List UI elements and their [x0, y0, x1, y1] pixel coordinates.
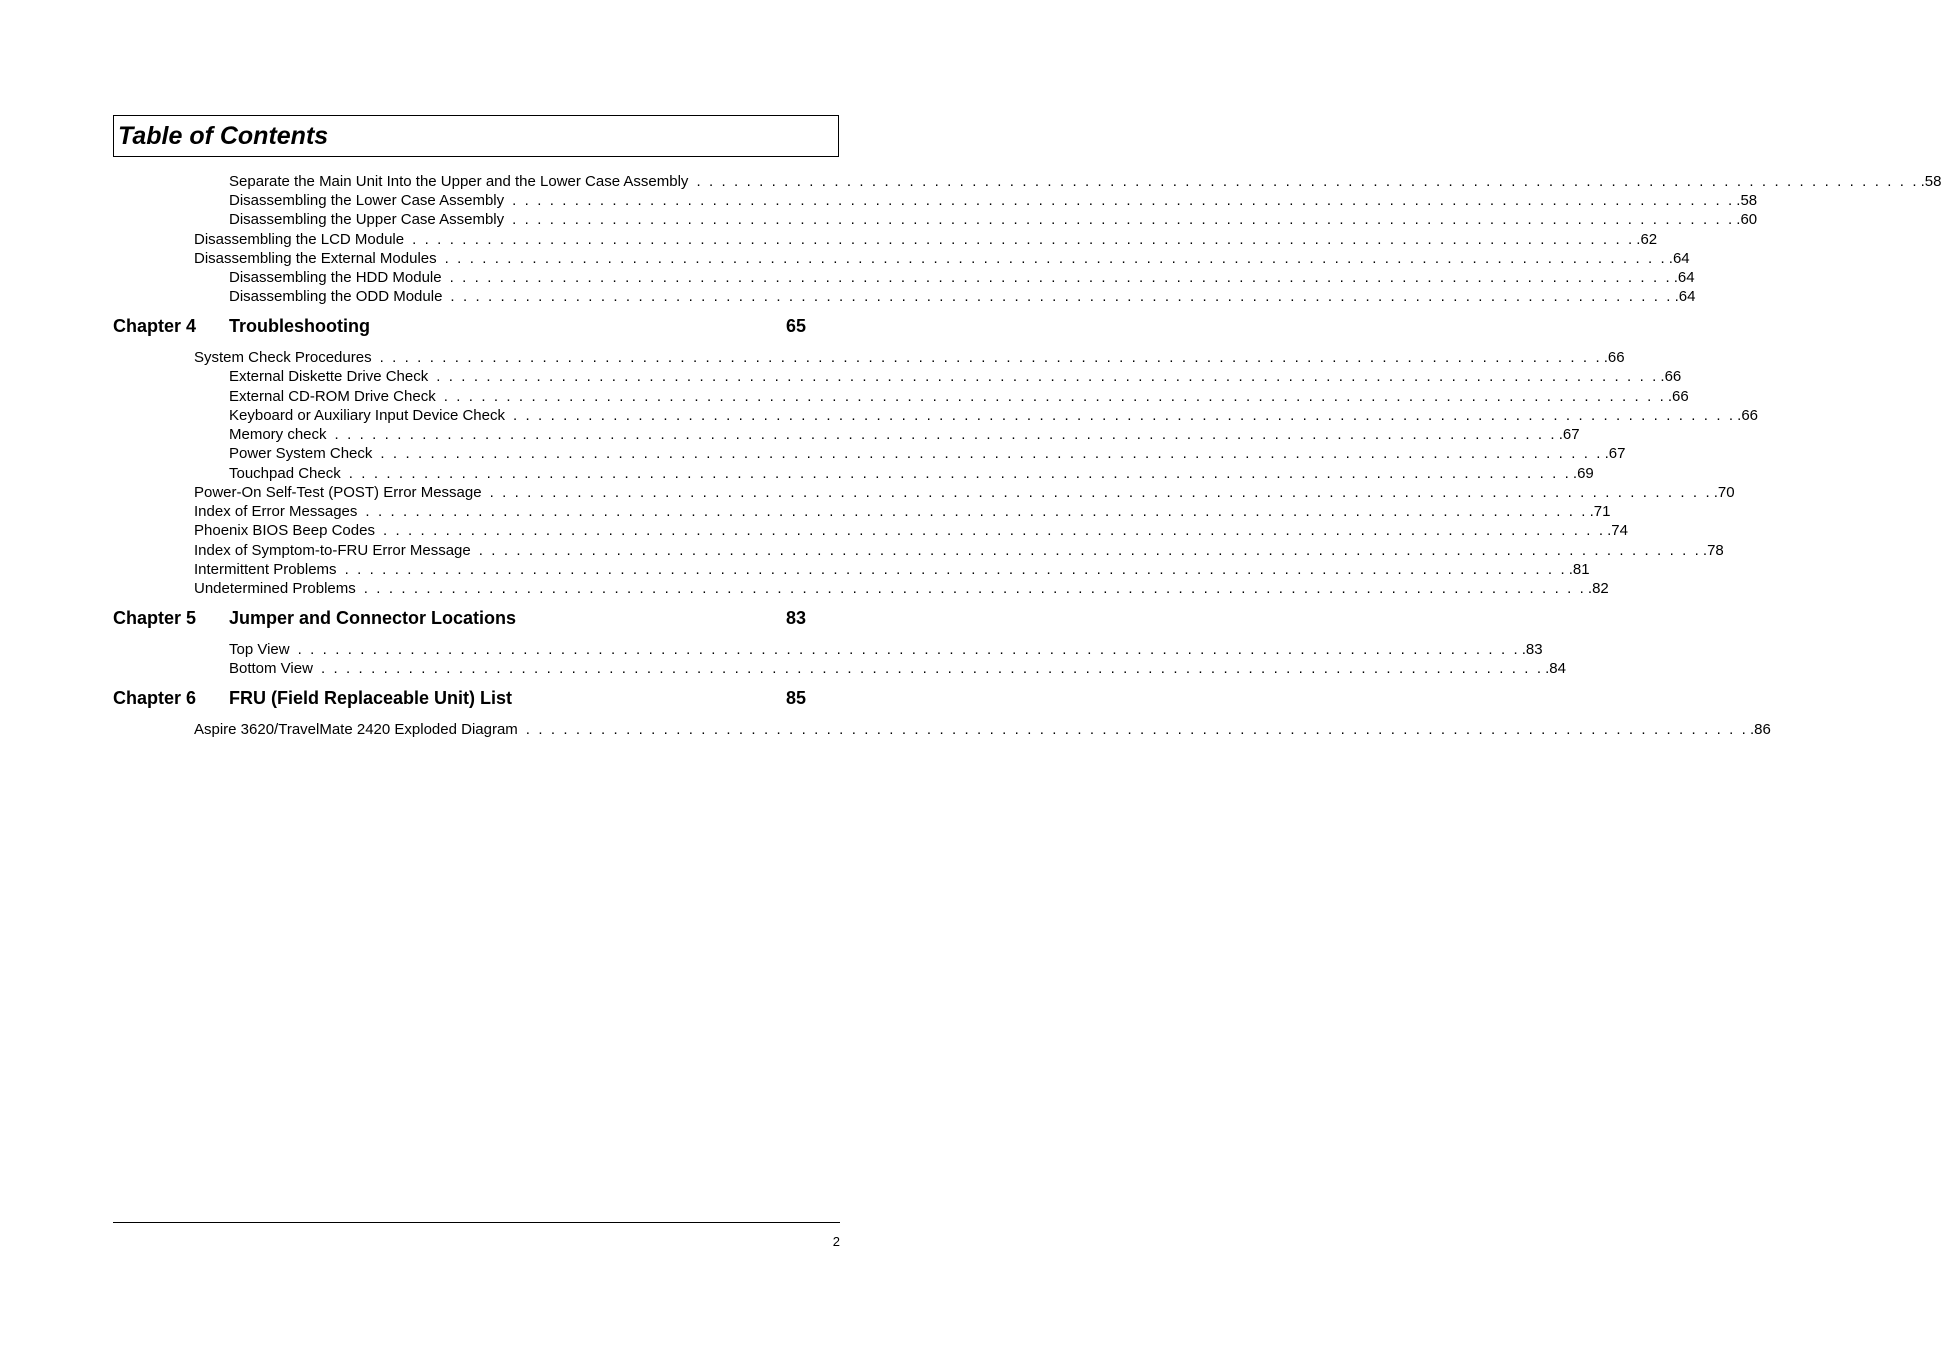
toc-chapter-6[interactable] [113, 687, 806, 709]
toc-entry[interactable] [229, 387, 1689, 406]
toc-entry-page: .64 [1674, 288, 1696, 305]
toc-entry-label: Memory check [229, 426, 327, 443]
toc-entry-label: Separate the Main Unit Into the Upper and the Lower Case Assembly [229, 173, 689, 190]
toc-leader: . . . . . . . . . . . . . . . . . . . . . . . . . . . . . . . . . . . . . . . . . . . . . . . . . . . . . . . . . . . . . . . . . . . . . . . . . . . . . . . . . . . . . . . . . . . . . . . . . . [334, 426, 1557, 443]
toc-leader: . . . . . . . . . . . . . . . . . . . . . . . . . . . . . . . . . . . . . . . . . . . . . . . . . . . . . . . . . . . . . . . . . . . . . . . . . . . . . . . . . . . . . . . . . . . . . . . . . . [379, 349, 1602, 366]
toc-entry-page: .74 [1607, 522, 1628, 539]
toc-entry[interactable] [229, 191, 1758, 210]
toc-entry-label: Phoenix BIOS Beep Codes [194, 522, 375, 539]
toc-entry-label: Keyboard or Auxiliary Input Device Check [229, 407, 505, 424]
toc-entry[interactable] [194, 560, 1590, 579]
toc-entry[interactable] [229, 425, 1580, 444]
toc-entry-page: .64 [1673, 269, 1695, 286]
toc-leader: . . . . . . . . . . . . . . . . . . . . . . . . . . . . . . . . . . . . . . . . . . . . . . . . . . . . . . . . . . . . . . . . . . . . . . . . . . . . . . . . . . . . . . . . . . . . . . . . . . [696, 173, 1919, 190]
toc-entry-label: Disassembling the Upper Case Assembly [229, 211, 505, 228]
toc-entry-page: .62 [1636, 231, 1658, 248]
toc-entry[interactable] [194, 521, 1628, 540]
toc-entry-page: .67 [1558, 426, 1580, 443]
toc-entry-label: Disassembling the Lower Case Assembly [229, 192, 505, 209]
toc-leader: . . . . . . . . . . . . . . . . . . . . . . . . . . . . . . . . . . . . . . . . . . . . . . . . . . . . . . . . . . . . . . . . . . . . . . . . . . . . . . . . . . . . . . . . . . . . . . . . . . [412, 231, 1635, 248]
toc-entry[interactable] [194, 230, 1658, 249]
toc-entry[interactable] [229, 210, 1758, 229]
toc-entry-page: .84 [1545, 660, 1566, 677]
toc-leader: . . . . . . . . . . . . . . . . . . . . . . . . . . . . . . . . . . . . . . . . . . . . . . . . . . . . . . . . . . . . . . . . . . . . . . . . . . . . . . . . . . . . . . . . . . . . . . . . . . [512, 211, 1735, 228]
toc-entry[interactable] [194, 502, 1611, 521]
toc-entry-label: Disassembling the LCD Module [194, 231, 405, 248]
chapter-page: 85 [785, 688, 806, 708]
toc-entry-label: External Diskette Drive Check [229, 368, 429, 385]
toc-entry[interactable] [194, 483, 1735, 502]
toc-leader: . . . . . . . . . . . . . . . . . . . . . . . . . . . . . . . . . . . . . . . . . . . . . . . . . . . . . . . . . . . . . . . . . . . . . . . . . . . . . . . . . . . . . . . . . . . . . . . . . . [444, 250, 1667, 267]
toc-title-box [113, 115, 839, 157]
toc-entry[interactable] [229, 172, 1941, 191]
toc-entry-page: .67 [1604, 445, 1626, 462]
toc-leader: . . . . . . . . . . . . . . . . . . . . . . . . . . . . . . . . . . . . . . . . . . . . . . . . . . . . . . . . . . . . . . . . . . . . . . . . . . . . . . . . . . . . . . . . . . . . . . . . . . [436, 368, 1659, 385]
toc-leader: . . . . . . . . . . . . . . . . . . . . . . . . . . . . . . . . . . . . . . . . . . . . . . . . . . . . . . . . . . . . . . . . . . . . . . . . . . . . . . . . . . . . . . . . . . . . . . . . . . [450, 288, 1673, 305]
toc-entry-page: .70 [1713, 484, 1735, 501]
toc-entry[interactable] [194, 720, 1771, 739]
toc-leader: . . . . . . . . . . . . . . . . . . . . . . . . . . . . . . . . . . . . . . . . . . . . . . . . . . . . . . . . . . . . . . . . . . . . . . . . . . . . . . . . . . . . . . . . . . . . . . . . . . [363, 580, 1586, 597]
chapter-number: Chapter 4 [113, 316, 197, 336]
toc-entry-label: Disassembling the External Modules [194, 250, 437, 267]
chapter-page: 83 [785, 608, 806, 628]
toc-leader: . . . . . . . . . . . . . . . . . . . . . . . . . . . . . . . . . . . . . . . . . . . . . . . . . . . . . . . . . . . . . . . . . . . . . . . . . . . . . . . . . . . . . . . . . . . . . . . . . . [382, 522, 1606, 539]
toc-entry-label: System Check Procedures [194, 349, 372, 366]
chapter-title: Jumper and Connector Locations [229, 608, 517, 628]
toc-entry-page: .60 [1736, 211, 1758, 228]
toc-leader: . . . . . . . . . . . . . . . . . . . . . . . . . . . . . . . . . . . . . . . . . . . . . . . . . . . . . . . . . . . . . . . . . . . . . . . . . . . . . . . . . . . . . . . . . . . . . . . . . . [512, 192, 1735, 209]
toc-entry[interactable] [229, 287, 1696, 306]
toc-leader: . . . . . . . . . . . . . . . . . . . . . . . . . . . . . . . . . . . . . . . . . . . . . . . . . . . . . . . . . . . . . . . . . . . . . . . . . . . . . . . . . . . . . . . . . . . . . . . . . . [449, 269, 1672, 286]
chapter-page: 65 [785, 316, 806, 336]
toc-entry-label: Intermittent Problems [194, 561, 337, 578]
toc-entry-page: .81 [1568, 561, 1590, 578]
toc-entry[interactable] [229, 367, 1682, 386]
toc-entry-page: .82 [1587, 580, 1609, 597]
toc-leader: . . . . . . . . . . . . . . . . . . . . . . . . . . . . . . . . . . . . . . . . . . . . . . . . . . . . . . . . . . . . . . . . . . . . . . . . . . . . . . . . . . . . . . . . . . . . . . . . . . [348, 465, 1571, 482]
toc-leader: . . . . . . . . . . . . . . . . . . . . . . . . . . . . . . . . . . . . . . . . . . . . . . . . . . . . . . . . . . . . . . . . . . . . . . . . . . . . . . . . . . . . . . . . . . . . . . . . . . [320, 660, 1544, 677]
toc-entry-label: Aspire 3620/TravelMate 2420 Exploded Diagram [194, 721, 518, 738]
toc-entry[interactable] [194, 348, 1625, 367]
toc-entry-label: Power System Check [229, 445, 373, 462]
chapter-number: Chapter 5 [113, 608, 197, 628]
toc-entry-page: .66 [1660, 368, 1682, 385]
toc-leader: . . . . . . . . . . . . . . . . . . . . . . . . . . . . . . . . . . . . . . . . . . . . . . . . . . . . . . . . . . . . . . . . . . . . . . . . . . . . . . . . . . . . . . . . . . . . . . . . . . [443, 388, 1666, 405]
toc-entry-page: .58 [1736, 192, 1758, 209]
toc-entry[interactable] [194, 249, 1690, 268]
toc-leader: . . . . . . . . . . . . . . . . . . . . . . . . . . . . . . . . . . . . . . . . . . . . . . . . . . . . . . . . . . . . . . . . . . . . . . . . . . . . . . . . . . . . . . . . . . . . . . . . . . [344, 561, 1567, 578]
footer-divider [113, 1222, 840, 1223]
toc-leader: . . . . . . . . . . . . . . . . . . . . . . . . . . . . . . . . . . . . . . . . . . . . . . . . . . . . . . . . . . . . . . . . . . . . . . . . . . . . . . . . . . . . . . . . . . . . . . . . . . [489, 484, 1712, 501]
toc-entry-page: .71 [1589, 503, 1611, 520]
toc-chapter-5[interactable] [113, 607, 806, 629]
toc-entry[interactable] [229, 464, 1594, 483]
toc-leader: . . . . . . . . . . . . . . . . . . . . . . . . . . . . . . . . . . . . . . . . . . . . . . . . . . . . . . . . . . . . . . . . . . . . . . . . . . . . . . . . . . . . . . . . . . . . . . . . . . [525, 721, 1748, 738]
toc-leader: . . . . . . . . . . . . . . . . . . . . . . . . . . . . . . . . . . . . . . . . . . . . . . . . . . . . . . . . . . . . . . . . . . . . . . . . . . . . . . . . . . . . . . . . . . . . . . . . . . [380, 445, 1603, 462]
page-title: Table of Contents [118, 122, 329, 150]
toc-entry-page: .78 [1702, 542, 1724, 559]
toc-leader: . . . . . . . . . . . . . . . . . . . . . . . . . . . . . . . . . . . . . . . . . . . . . . . . . . . . . . . . . . . . . . . . . . . . . . . . . . . . . . . . . . . . . . . . . . . . . . . . . . [365, 503, 1588, 520]
toc-entry-page: .58 [1920, 173, 1941, 190]
toc-entry-page: .66 [1667, 388, 1689, 405]
toc-entry[interactable] [194, 541, 1724, 560]
toc-entry-page: .64 [1668, 250, 1690, 267]
page-number: 2 [832, 1234, 840, 1249]
toc-leader: . . . . . . . . . . . . . . . . . . . . . . . . . . . . . . . . . . . . . . . . . . . . . . . . . . . . . . . . . . . . . . . . . . . . . . . . . . . . . . . . . . . . . . . . . . . . . . . . . . [478, 542, 1701, 559]
toc-entry-page: .66 [1603, 349, 1625, 366]
toc-entry-label: Power-On Self-Test (POST) Error Message [194, 484, 482, 501]
toc-entry[interactable] [229, 659, 1566, 678]
toc-leader: . . . . . . . . . . . . . . . . . . . . . . . . . . . . . . . . . . . . . . . . . . . . . . . . . . . . . . . . . . . . . . . . . . . . . . . . . . . . . . . . . . . . . . . . . . . . . . . . . . [297, 641, 1520, 658]
chapter-title: Troubleshooting [229, 316, 370, 336]
toc-entry[interactable] [229, 406, 1759, 425]
toc-chapter-4[interactable] [113, 315, 806, 337]
toc-entry-label: Top View [229, 641, 290, 658]
toc-entry-page: .66 [1737, 407, 1759, 424]
toc-entry[interactable] [194, 579, 1609, 598]
chapter-title: FRU (Field Replaceable Unit) List [229, 688, 513, 708]
toc-entry-page: .69 [1572, 465, 1594, 482]
chapter-number: Chapter 6 [113, 688, 197, 708]
toc-entry[interactable] [229, 444, 1626, 463]
toc-entry-label: Index of Error Messages [194, 503, 358, 520]
toc-entry-label: Disassembling the HDD Module [229, 269, 442, 286]
toc-entry[interactable] [229, 268, 1695, 287]
toc-entry-page: .86 [1749, 721, 1771, 738]
toc-entry-label: Undetermined Problems [194, 580, 356, 597]
toc-entry-label: Disassembling the ODD Module [229, 288, 443, 305]
toc-entry-label: Bottom View [229, 660, 313, 677]
toc-entry-page: .83 [1521, 641, 1543, 658]
toc-entry-label: Touchpad Check [229, 465, 341, 482]
toc-entry-label: External CD-ROM Drive Check [229, 388, 436, 405]
toc-leader: . . . . . . . . . . . . . . . . . . . . . . . . . . . . . . . . . . . . . . . . . . . . . . . . . . . . . . . . . . . . . . . . . . . . . . . . . . . . . . . . . . . . . . . . . . . . . . . . . . [512, 407, 1736, 424]
toc-entry-label: Index of Symptom-to-FRU Error Message [194, 542, 471, 559]
toc-entry[interactable] [229, 640, 1543, 659]
